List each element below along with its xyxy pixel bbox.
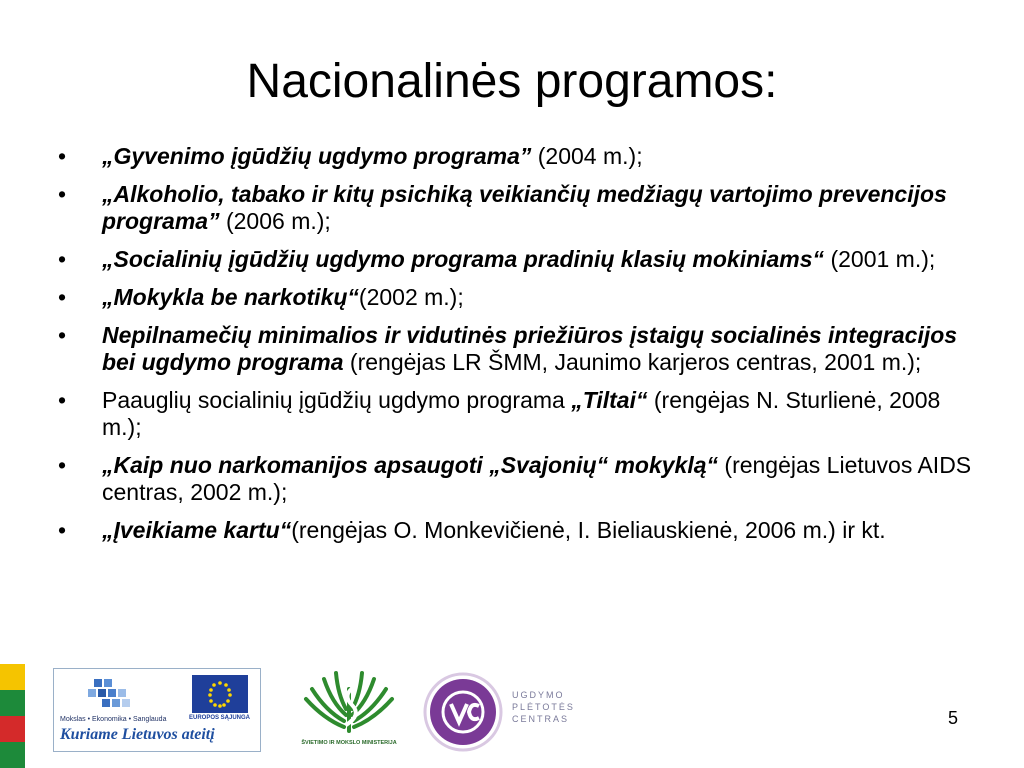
lithuanian-flag-strip [0, 664, 25, 768]
list-item: • „Alkoholio, tabako ir kitų psichiką veikiančių medžiagų vartojimo prevencijos programa” (2006 m.); [58, 181, 947, 234]
list-item: • „Mokykla be narkotikų“(2002 m.); [58, 284, 464, 310]
ministry-label: ŠVIETIMO IR MOKSLO MINISTERIJA [301, 740, 397, 746]
list-item: • „Įveikiame kartu“(rengėjas O. Monkevičienė, I. Bieliauskienė, 2006 m.) ir kt. [58, 517, 886, 543]
ministry-logo [294, 669, 404, 749]
bullet-icon: • [58, 517, 67, 543]
eu-structural-funds-logo [53, 668, 261, 752]
bullet-icon: • [58, 246, 67, 272]
list-item: • Nepilnamečių minimalios ir vidutinės priežiūros įstaigų socialinės integracijos bei ugdymo programa (rengėjas LR ŠMM, Jaunimo karjeros centras, 2001 m.); [58, 322, 958, 375]
slide-title: Nacionalinės programos: [246, 55, 778, 108]
eu-label: EUROPOS SĄJUNGA [189, 715, 251, 721]
list-item: • „Gyvenimo įgūdžių ugdymo programa” (2004 m.); [58, 143, 643, 169]
eu-flag-icon [192, 675, 248, 713]
logo-tagline: Mokslas • Ekonomika • Sanglauda [60, 716, 167, 723]
ministry-emblem-icon [294, 669, 404, 739]
upc-text: UGDYMO PLĖTOTĖS CENTRAS [512, 690, 575, 724]
bullet-icon: • [58, 387, 67, 413]
bullet-icon: • [58, 143, 67, 169]
bullet-icon: • [58, 181, 67, 207]
list-item: • „Kaip nuo narkomanijos apsaugoti „Svajonių“ mokyklą“ (rengėjas Lietuvos AIDS centras, 2002 m.); [58, 452, 972, 505]
list-item: • „Socialinių įgūdžių ugdymo programa pradinių klasių mokiniams“ (2001 m.); [58, 246, 936, 272]
list-item: • Paauglių socialinių įgūdžių ugdymo programa „Tiltai“ (rengėjas N. Sturlienė, 2008 m.); [58, 387, 941, 440]
upc-emblem-icon [423, 672, 503, 752]
bullet-icon: • [58, 322, 67, 348]
pixel-mosaic-icon [84, 677, 144, 715]
bullet-list [58, 143, 978, 555]
page-number: 5 [948, 708, 959, 728]
upc-logo [423, 672, 503, 752]
logo-slogan: Kuriame Lietuvos ateitį [60, 726, 215, 743]
bullet-icon: • [58, 452, 67, 478]
bullet-icon: • [58, 284, 67, 310]
